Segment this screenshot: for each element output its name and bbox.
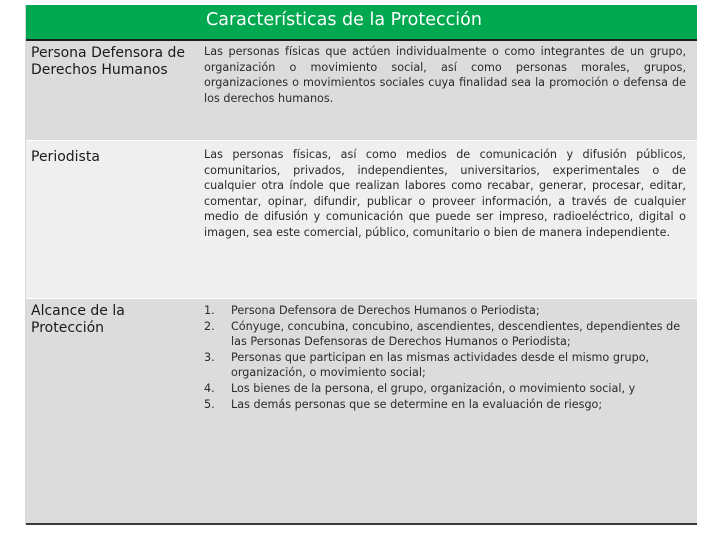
row-description: Las personas físicas, así como medios de comunicación y difusión públicos, comunitarios, privados, independientes, universitarios, experimentales o de cualquier otra índole que realizan labores como recabar, generar, procesar, editar, comentar, opinar, difundir, publicar o proveer información, a través de cualquier medio de difusión y comunicación que puede ser impreso, radioeléctrico, digital o imagen, sea este comercial, público, comunitario o bien de manera independiente.: [204, 148, 686, 239]
list-item: [204, 381, 688, 397]
list-item-number: 5.: [204, 397, 215, 411]
protection-table: [25, 5, 697, 525]
list-item: [204, 350, 688, 381]
list-item-text: Los bienes de la persona, el grupo, organización, o movimiento social, y: [231, 381, 636, 395]
table-row-defensora: [26, 41, 697, 141]
row-label: Alcance de la Protección: [31, 303, 125, 336]
table-title: Características de la Protección: [206, 10, 482, 30]
table-row-periodista: [26, 141, 697, 299]
table-header: [26, 5, 697, 41]
list-item-text: Las demás personas que se determine en la evaluación de riesgo;: [231, 397, 603, 411]
list-item: [204, 397, 688, 413]
list-item-number: 3.: [204, 350, 215, 364]
list-item-text: Personas que participan en las mismas actividades desde el mismo grupo, organización, o movimiento social;: [231, 350, 650, 380]
list-item-text: Cónyuge, concubina, concubino, ascendientes, descendientes, dependientes de las Personas Defensoras de Derechos Humanos o Periodista;: [231, 319, 681, 349]
row-label: Periodista: [31, 149, 100, 165]
row-description: Las personas físicas que actúen individualmente o como integrantes de un grupo, organización o movimiento social, así como personas morales, grupos, organizaciones o movimientos sociales cuya finalidad sea la promoción o defensa de los derechos humanos.: [204, 45, 686, 105]
list-item: [204, 319, 688, 350]
list-item-number: 1.: [204, 304, 215, 317]
list-item: [204, 303, 688, 319]
scope-list: [204, 303, 688, 412]
list-item-text: Persona Defensora de Derechos Humanos o Periodista;: [231, 304, 540, 317]
table-row-alcance: [26, 299, 697, 525]
list-item-number: 4.: [204, 381, 215, 395]
list-item-number: 2.: [204, 319, 215, 333]
row-label: Persona Defensora de Derechos Humanos: [31, 45, 186, 78]
